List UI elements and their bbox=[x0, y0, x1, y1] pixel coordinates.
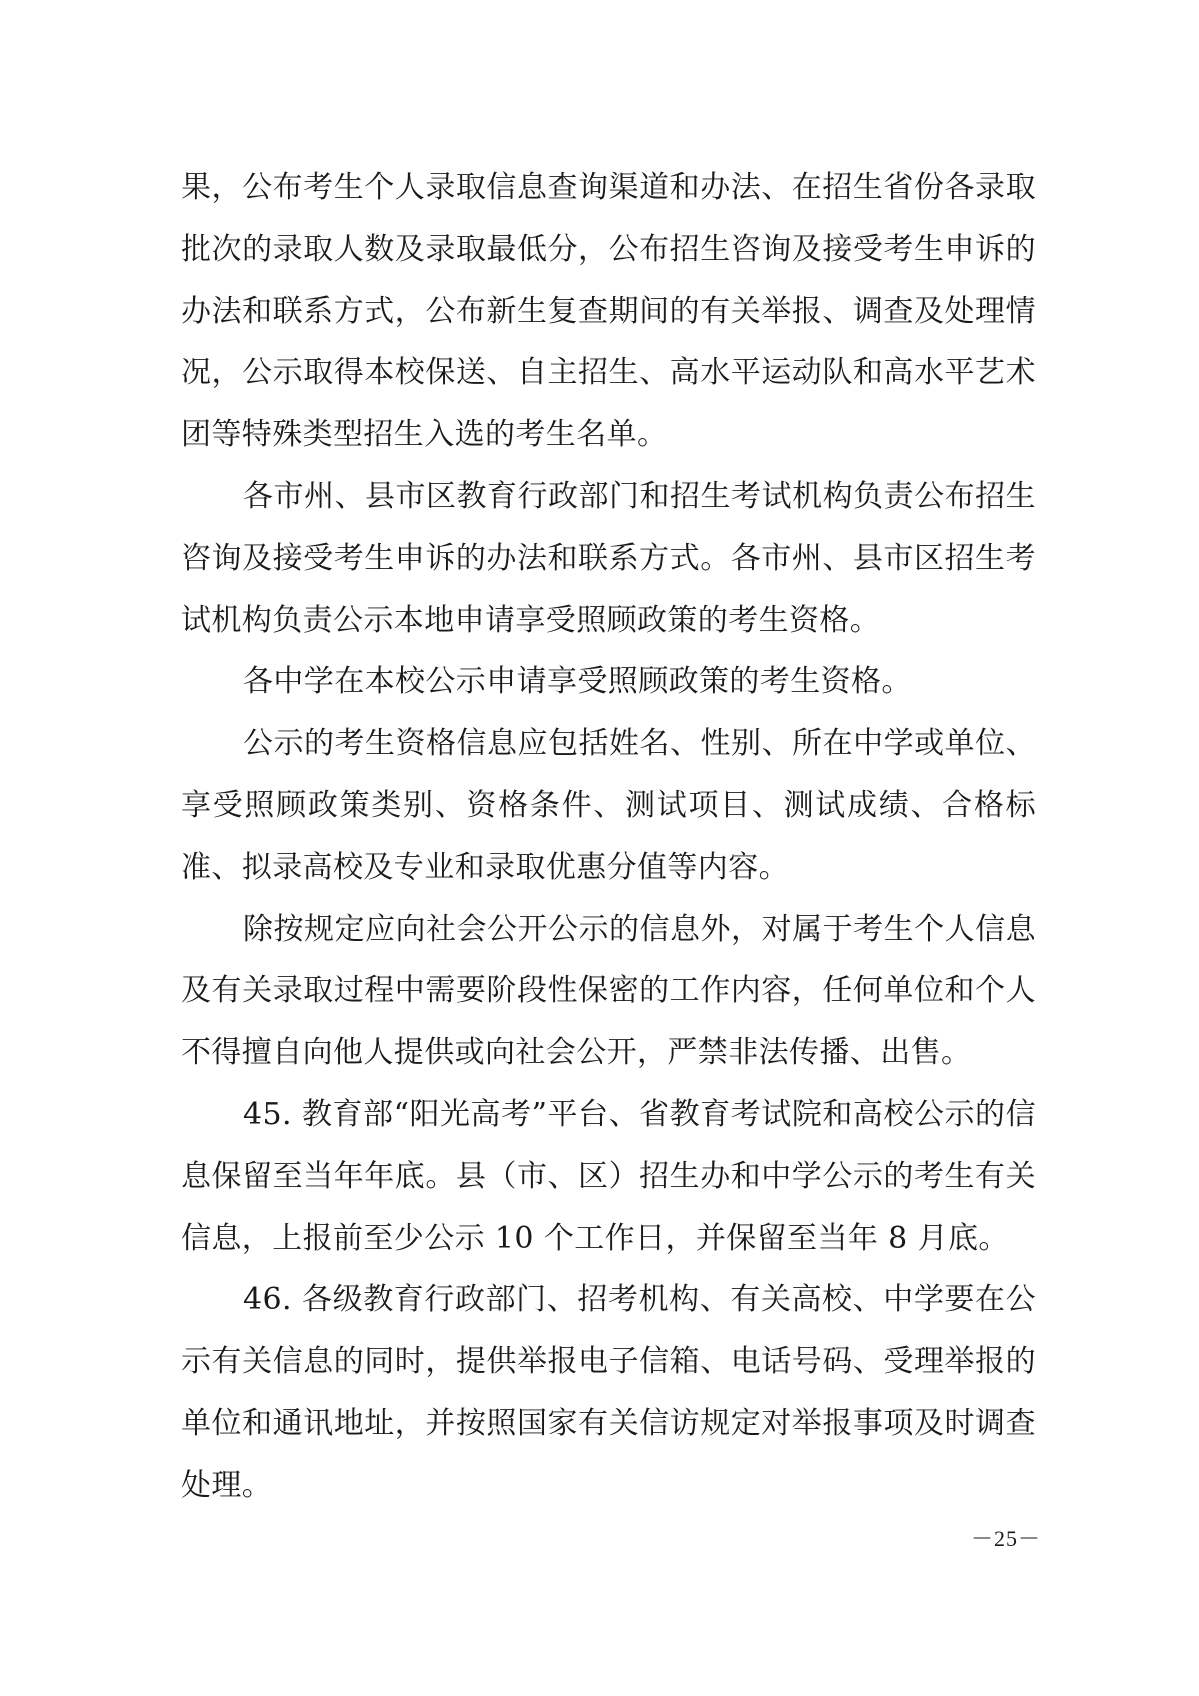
document-body bbox=[181, 157, 1036, 1517]
paragraph-1: 果，公布考生个人录取信息查询渠道和办法、在招生省份各录取批次的录取人数及录取最低分，公布招生咨询及接受考生申诉的办法和联系方式，公布新生复查期间的有关举报、调查及处理情况，公示取得本校保送、自主招生、高水平运动队和高水平艺术团等特殊类型招生入选的考生名单。 bbox=[181, 170, 1036, 453]
paragraph-6: 45. 教育部“阳光高考”平台、省教育考试院和高校公示的信息保留至当年年底。县（市、区）招生办和中学公示的考生有关信息，上报前至少公示 10 个工作日，并保留至当年 8 月底。 bbox=[181, 1096, 1036, 1256]
paragraph-3: 各中学在本校公示申请享受照顾政策的考生资格。 bbox=[243, 664, 912, 700]
paragraph-4: 公示的考生资格信息应包括姓名、性别、所在中学或单位、享受照顾政策类别、资格条件、测试项目、测试成绩、合格标准、拟录高校及专业和录取优惠分值等内容。 bbox=[181, 726, 1036, 885]
paragraph-7: 46. 各级教育行政部门、招考机构、有关高校、中学要在公示有关信息的同时，提供举报电子信箱、电话号码、受理举报的单位和通讯地址，并按照国家有关信访规定对举报事项及时调查处理。 bbox=[181, 1282, 1036, 1503]
page-number: －25－ bbox=[970, 1526, 1041, 1551]
paragraph-5: 除按规定应向社会公开公示的信息外，对属于考生个人信息及有关录取过程中需要阶段性保密的工作内容，任何单位和个人不得擅自向他人提供或向社会公开，严禁非法传播、出售。 bbox=[181, 911, 1036, 1071]
paragraph-2: 各市州、县市区教育行政部门和招生考试机构负责公布招生咨询及接受考生申诉的办法和联系方式。各市州、县市区招生考试机构负责公示本地申请享受照顾政策的考生资格。 bbox=[181, 478, 1036, 638]
